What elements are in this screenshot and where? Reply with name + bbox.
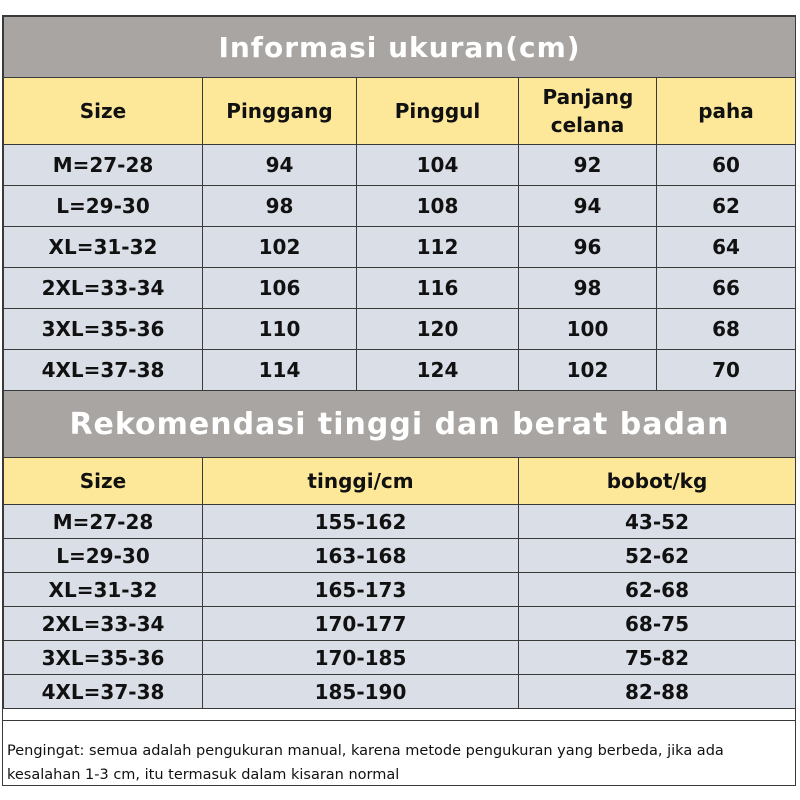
measurement-note: Pengingat: semua adalah pengukuran manual, karena metode pengukuran yang berbeda, jika ada kesalahan 1-3 cm, itu termasuk dalam kisaran normal: [3, 720, 795, 786]
recommendation-table: [3, 391, 796, 709]
cell-size: M=27-28: [4, 505, 203, 539]
header-panjang-celana-label: Panjang celana: [542, 85, 634, 137]
header-tinggi: tinggi/cm: [203, 458, 519, 505]
table-row: [4, 227, 796, 268]
table-row: [4, 350, 796, 391]
cell-panjang-celana: 102: [519, 350, 657, 391]
cell-pinggang: 94: [203, 145, 357, 186]
cell-panjang-celana: 94: [519, 186, 657, 227]
table-row: [4, 539, 796, 573]
size-info-title-row: [4, 17, 796, 78]
cell-size: L=29-30: [4, 539, 203, 573]
cell-bobot: 82-88: [519, 675, 796, 709]
cell-size: 2XL=33-34: [4, 607, 203, 641]
size-info-table: [3, 16, 796, 391]
table-row: [4, 573, 796, 607]
cell-tinggi: 163-168: [203, 539, 519, 573]
cell-paha: 62: [657, 186, 796, 227]
size-info-header-row: [4, 78, 796, 145]
cell-paha: 66: [657, 268, 796, 309]
cell-paha: 70: [657, 350, 796, 391]
header-paha: paha: [657, 78, 796, 145]
cell-panjang-celana: 92: [519, 145, 657, 186]
cell-tinggi: 170-185: [203, 641, 519, 675]
cell-paha: 60: [657, 145, 796, 186]
cell-panjang-celana: 96: [519, 227, 657, 268]
cell-pinggul: 116: [357, 268, 519, 309]
cell-pinggul: 104: [357, 145, 519, 186]
cell-pinggang: 110: [203, 309, 357, 350]
cell-size: 2XL=33-34: [4, 268, 203, 309]
cell-tinggi: 155-162: [203, 505, 519, 539]
cell-pinggang: 114: [203, 350, 357, 391]
cell-pinggang: 102: [203, 227, 357, 268]
cell-size: XL=31-32: [4, 227, 203, 268]
cell-pinggang: 98: [203, 186, 357, 227]
cell-size: 3XL=35-36: [4, 309, 203, 350]
header-bobot: bobot/kg: [519, 458, 796, 505]
header-pinggang: Pinggang: [203, 78, 357, 145]
header-size: Size: [4, 458, 203, 505]
size-info-title: Informasi ukuran(cm): [4, 17, 796, 78]
cell-panjang-celana: 100: [519, 309, 657, 350]
header-panjang-celana: [519, 78, 657, 145]
cell-tinggi: 185-190: [203, 675, 519, 709]
recommendation-title: Rekomendasi tinggi dan berat badan: [4, 391, 796, 458]
header-size: Size: [4, 78, 203, 145]
table-row: [4, 145, 796, 186]
cell-bobot: 68-75: [519, 607, 796, 641]
recommendation-title-row: [4, 391, 796, 458]
table-row: [4, 309, 796, 350]
table-row: [4, 186, 796, 227]
cell-bobot: 52-62: [519, 539, 796, 573]
table-row: [4, 505, 796, 539]
cell-pinggul: 112: [357, 227, 519, 268]
cell-tinggi: 170-177: [203, 607, 519, 641]
cell-pinggul: 108: [357, 186, 519, 227]
header-pinggul: Pinggul: [357, 78, 519, 145]
cell-bobot: 75-82: [519, 641, 796, 675]
size-chart: [2, 15, 796, 786]
table-row: [4, 607, 796, 641]
cell-panjang-celana: 98: [519, 268, 657, 309]
cell-size: 3XL=35-36: [4, 641, 203, 675]
table-row: [4, 675, 796, 709]
cell-size: 4XL=37-38: [4, 350, 203, 391]
cell-tinggi: 165-173: [203, 573, 519, 607]
recommendation-header-row: [4, 458, 796, 505]
cell-bobot: 43-52: [519, 505, 796, 539]
table-row: [4, 641, 796, 675]
cell-pinggul: 124: [357, 350, 519, 391]
cell-size: 4XL=37-38: [4, 675, 203, 709]
cell-pinggul: 120: [357, 309, 519, 350]
cell-bobot: 62-68: [519, 573, 796, 607]
cell-paha: 64: [657, 227, 796, 268]
cell-pinggang: 106: [203, 268, 357, 309]
cell-size: XL=31-32: [4, 573, 203, 607]
cell-paha: 68: [657, 309, 796, 350]
cell-size: M=27-28: [4, 145, 203, 186]
cell-size: L=29-30: [4, 186, 203, 227]
table-row: [4, 268, 796, 309]
